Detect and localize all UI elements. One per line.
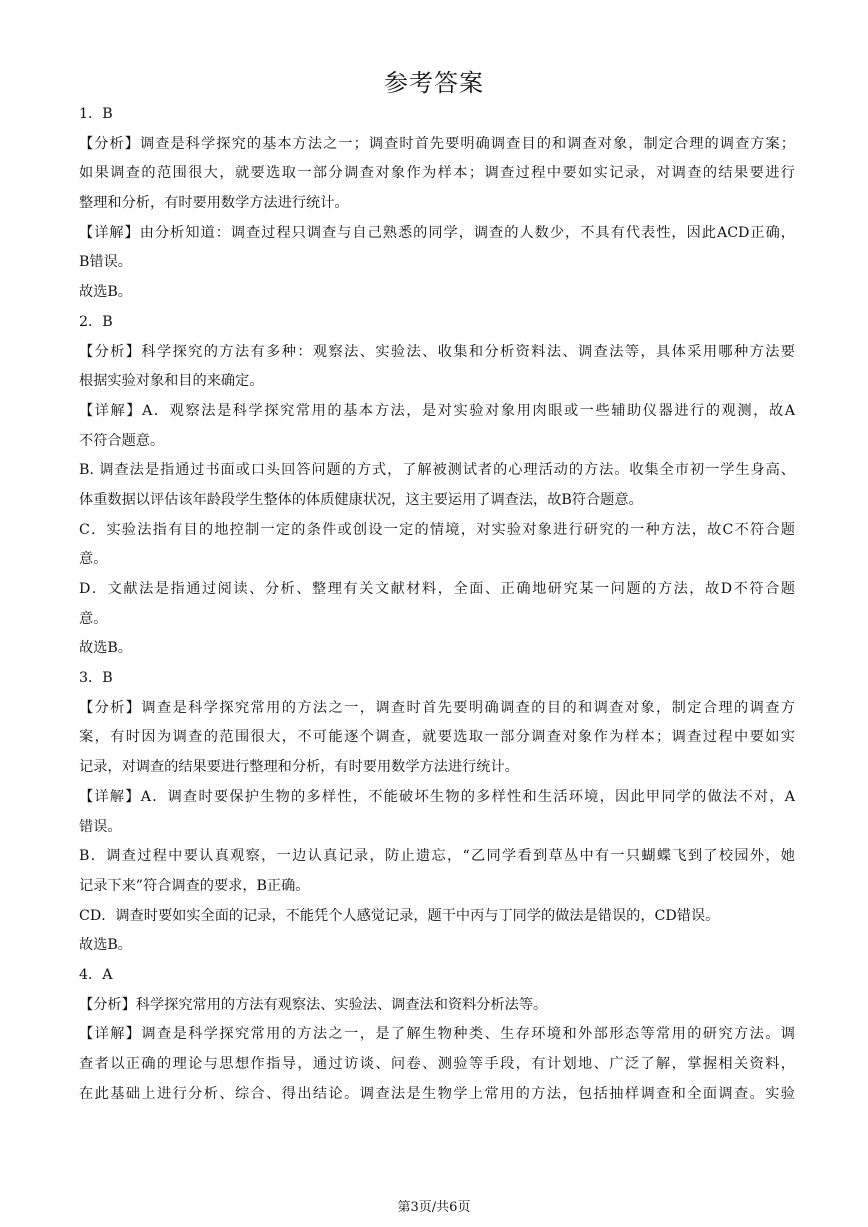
text-line: 【分析】调查是科学探究常用的方法之一，调查时首先要明确调查的目的和调查对象，制定合理的调查方 — [79, 699, 795, 716]
text-line: 3．B — [79, 670, 113, 687]
text-line: 记录，对调查的结果要进行整理和分析，有时要用数学方法进行统计。 — [79, 759, 519, 776]
text-line: 整理和分析，有时要用数学方法进行统计。 — [79, 195, 349, 212]
text-line: 【分析】科学探究的方法有多种：观察法、实验法、收集和分析资料法、调查法等，具体采用哪种方法要 — [79, 343, 795, 360]
text-line: CD．调查时要如实全面的记录，不能凭个人感觉记录，题干中丙与丁同学的做法是错误的，CD错误。 — [79, 907, 720, 924]
text-line: 记录下来”符合调查的要求，B正确。 — [79, 877, 310, 894]
text-line: 意。 — [79, 610, 108, 627]
text-line: B．调查过程中要认真观察，一边认真记录，防止遗忘，“乙同学看到草丛中有一只蝴蝶飞到了校园外，她 — [79, 848, 795, 865]
text-line: 在此基础上进行分析、综合、得出结论。调查法是生物学上常用的方法，包括抽样调查和全面调查。实验 — [79, 1085, 795, 1102]
text-line: 【详解】A．调查时要保护生物的多样性，不能破坏生物的多样性和生活环境，因此甲同学的做法不对，A — [79, 788, 795, 805]
text-line: 查者以正确的理论与思想作指导，通过访谈、问卷、测验等手段，有计划地、广泛了解，掌握相关资料， — [79, 1056, 795, 1072]
text-line: 体重数据以评估该年龄段学生整体的体质健康状况，这主要运用了调查法，故B符合题意。 — [79, 491, 643, 508]
text-line: B. 调查法是指通过书面或口头回答问题的方式，了解被测试者的心理活动的方法。收集全市初一学生身高、 — [79, 462, 795, 479]
page-footer: 第3页/共6页 — [397, 1200, 471, 1215]
text-line: 【分析】调查是科学探究的基本方法之一；调查时首先要明确调查目的和调查对象，制定合理的调查方案； — [79, 135, 795, 152]
text-line: 【详解】调查是科学探究常用的方法之一，是了解生物种类、生存环境和外部形态等常用的研究方法。调 — [79, 1026, 795, 1043]
text-line: 意。 — [79, 551, 108, 568]
page-title: 参考答案 — [384, 69, 484, 97]
text-line: D．文献法是指通过阅读、分析、整理有关文献材料，全面、正确地研究某一问题的方法，故D不符合题 — [79, 581, 795, 597]
text-line: 【分析】科学探究常用的方法有观察法、实验法、调查法和资料分析法等。 — [79, 996, 548, 1013]
text-line: B错误。 — [79, 254, 132, 271]
text-line: 不符合题意。 — [79, 432, 165, 449]
text-line: 2．B — [79, 313, 113, 330]
text-line: 错误。 — [79, 818, 122, 835]
text-line: 根据实验对象和目的来确定。 — [79, 373, 264, 390]
text-line: 故选B。 — [79, 640, 132, 657]
text-line: 案，有时因为调查的范围很大，不可能逐个调查，就要选取一部分调查对象作为样本；调查过程中要如实 — [79, 729, 795, 746]
text-line: 如果调查的范围很大，就要选取一部分调查对象作为样本；调查过程中要如实记录，对调查的结果要进行 — [79, 165, 795, 182]
text-line: 1．B — [79, 106, 113, 122]
text-line: 【详解】A．观察法是科学探究常用的基本方法，是对实验对象用肉眼或一些辅助仪器进行的观测，故A — [79, 402, 795, 419]
text-line: 故选B。 — [79, 937, 132, 954]
answer-content — [79, 100, 795, 1109]
text-line: 4．A — [79, 966, 113, 983]
text-line: 故选B。 — [79, 284, 132, 301]
text-line: 【详解】由分析知道：调查过程只调查与自己熟悉的同学，调查的人数少，不具有代表性，因此ACD正确， — [79, 224, 795, 241]
text-line: C．实验法指有目的地控制一定的条件或创设一定的情境，对实验对象进行研究的一种方法，故C不符合题 — [79, 521, 795, 538]
